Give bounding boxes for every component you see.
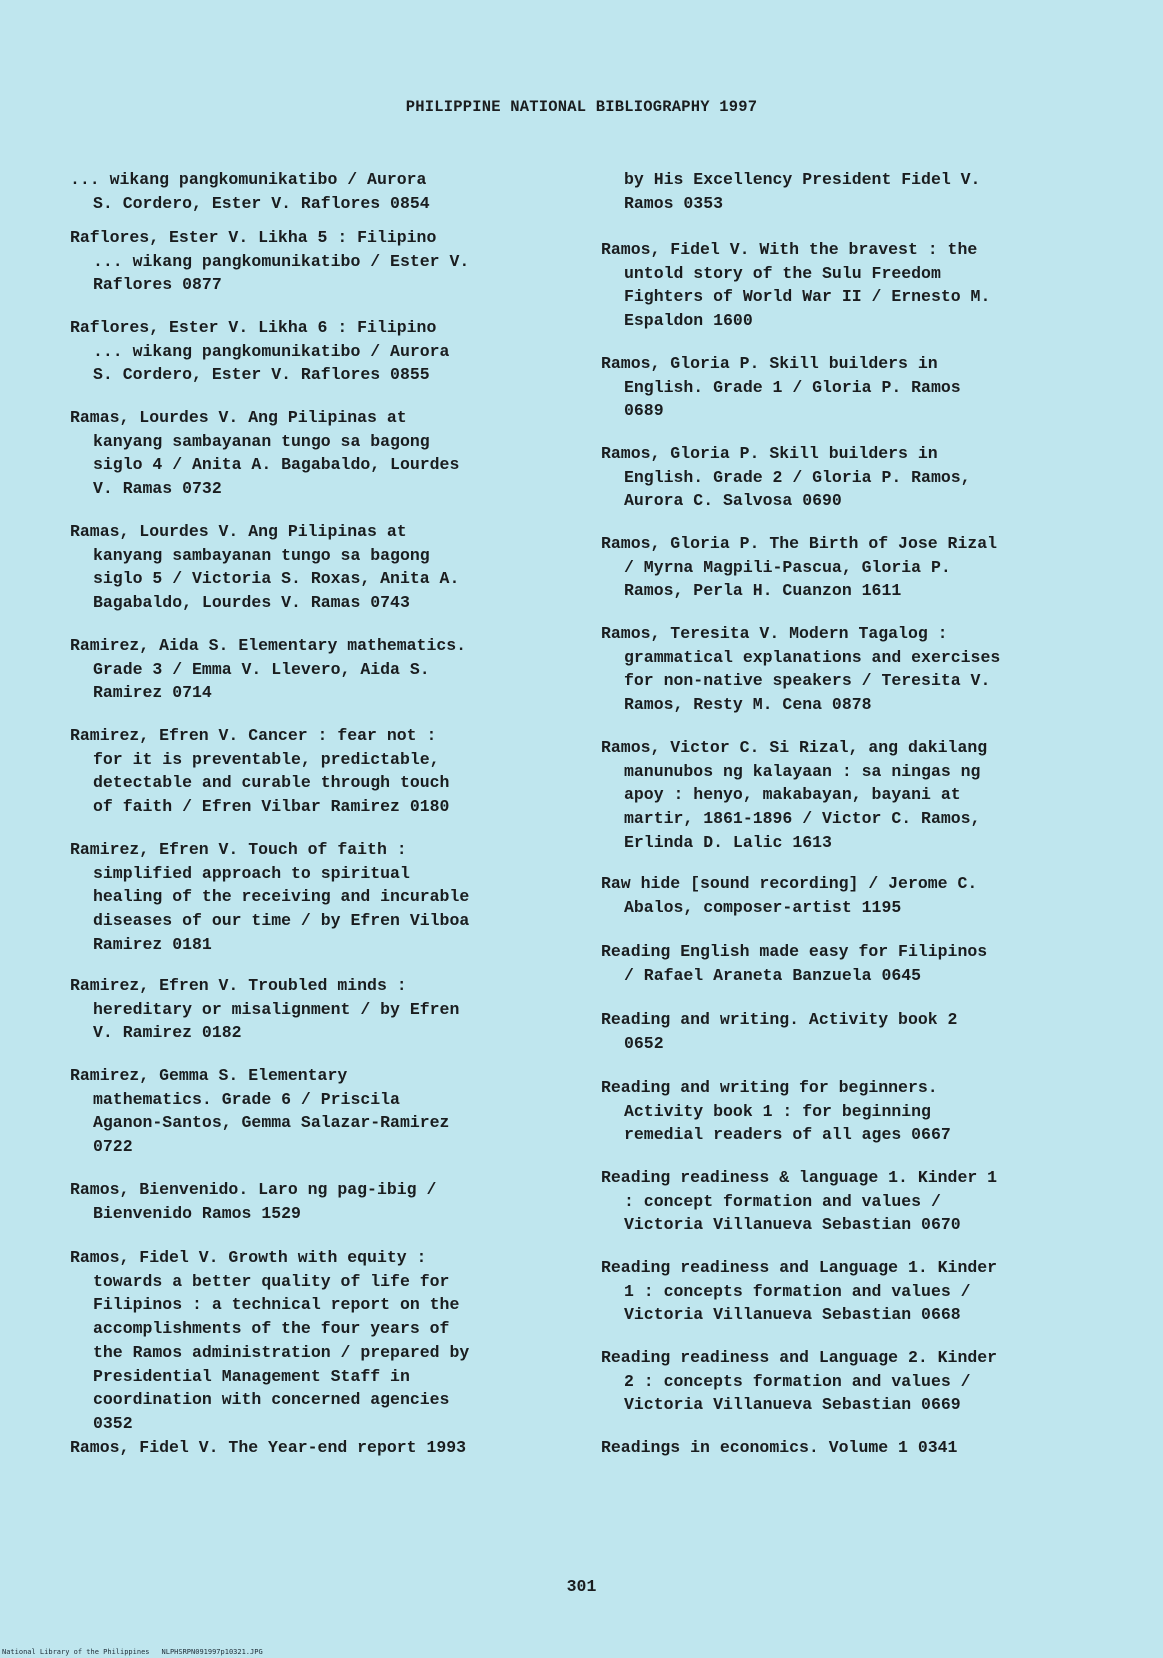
entry-line: for non-native speakers / Teresita V.: [624, 671, 991, 691]
entry-line: 1 : concepts formation and values /: [624, 1281, 971, 1301]
bibliography-entry: [70, 1178, 436, 1225]
entry-line: detectable and curable through touch: [93, 773, 450, 793]
entry-line: diseases of our time / by Efren Vilboa: [93, 911, 470, 931]
entry-line: remedial readers of all ages 0667: [624, 1125, 951, 1145]
bibliography-entry: [601, 1346, 997, 1417]
entry-line: Raflores, Ester V. Likha 5 : Filipino: [70, 228, 437, 247]
entry-line: Ramos, Bienvenido. Laro ng pag-ibig /: [70, 1180, 437, 1199]
bibliography-entry: [70, 520, 459, 615]
bibliography-entry: [601, 238, 990, 333]
entry-line: Reading and writing. Activity book 2: [601, 1010, 958, 1029]
entry-line: Ramirez 0714: [93, 683, 212, 703]
entry-line: Ramos, Fidel V. The Year-end report 1993: [70, 1438, 467, 1457]
entry-line: Raflores 0877: [93, 275, 222, 295]
entry-line: Ramirez, Efren V. Troubled minds :: [70, 976, 407, 995]
entry-line: accomplishments of the four years of: [93, 1319, 450, 1339]
entry-line: for it is preventable, predictable,: [93, 749, 440, 769]
bibliography-entry: [70, 1246, 469, 1436]
bibliography-entry: [70, 226, 469, 297]
entry-line: S. Cordero, Ester V. Raflores 0854: [93, 193, 430, 213]
entry-line: Ramas, Lourdes V. Ang Pilipinas at: [70, 408, 407, 427]
bibliography-entry: [601, 168, 980, 215]
entry-line: S. Cordero, Ester V. Raflores 0855: [93, 365, 430, 385]
entry-line: Ramos, Gloria P. The Birth of Jose Rizal: [601, 534, 998, 553]
entry-line: healing of the receiving and incurable: [93, 887, 470, 907]
entry-line: Raflores, Ester V. Likha 6 : Filipino: [70, 318, 437, 337]
entry-line: mathematics. Grade 6 / Priscila: [93, 1089, 400, 1109]
entry-line: Activity book 1 : for beginning: [624, 1101, 931, 1121]
bibliography-entry: [601, 1076, 951, 1147]
page-number: 301: [566, 1577, 597, 1596]
entry-line: siglo 5 / Victoria S. Roxas, Anita A.: [93, 569, 460, 589]
entry-line: Aganon-Santos, Gemma Salazar-Ramirez: [93, 1113, 450, 1133]
entry-line: the Ramos administration / prepared by: [93, 1342, 470, 1362]
entry-line: kanyang sambayanan tungo sa bagong: [93, 431, 430, 451]
bibliography-entry: [601, 940, 987, 987]
bibliography-entry: [601, 1256, 997, 1327]
entry-line: ... wikang pangkomunikatibo / Ester V.: [93, 251, 470, 271]
entry-line: hereditary or misalignment / by Efren: [93, 999, 460, 1019]
entry-line: Grade 3 / Emma V. Llevero, Aida S.: [93, 659, 430, 679]
bibliography-entry: [70, 838, 469, 957]
entry-line: Ramos, Resty M. Cena 0878: [624, 695, 872, 715]
entry-line: Victoria Villanueva Sebastian 0670: [624, 1215, 961, 1235]
entry-line: Reading readiness & language 1. Kinder 1: [601, 1168, 998, 1187]
entry-line: coordination with concerned agencies: [93, 1390, 450, 1410]
bibliography-entry: [601, 1008, 957, 1055]
bibliography-entry: [70, 974, 459, 1045]
entry-line: by His Excellency President Fidel V.: [624, 170, 981, 189]
bibliography-entry: [70, 634, 466, 705]
entry-line: Raw hide [sound recording] / Jerome C.: [601, 874, 978, 893]
entry-line: / Myrna Magpili-Pascua, Gloria P.: [624, 557, 951, 577]
entry-line: Abalos, composer-artist 1195: [624, 897, 902, 917]
entry-line: grammatical explanations and exercises: [624, 647, 1001, 667]
entry-line: manunubos ng kalayaan : sa ningas ng: [624, 761, 981, 781]
entry-line: kanyang sambayanan tungo sa bagong: [93, 545, 430, 565]
entry-line: V. Ramas 0732: [93, 479, 222, 499]
entry-line: Bagabaldo, Lourdes V. Ramas 0743: [93, 593, 410, 613]
entry-line: of faith / Efren Vilbar Ramirez 0180: [93, 797, 450, 817]
entry-line: : concept formation and values /: [624, 1191, 941, 1211]
entry-line: Filipinos : a technical report on the: [93, 1295, 460, 1315]
entry-line: Ramos, Gloria P. Skill builders in: [601, 444, 938, 463]
bibliography-entry: [70, 1064, 449, 1159]
entry-line: Ramirez, Efren V. Touch of faith :: [70, 840, 407, 859]
entry-line: untold story of the Sulu Freedom: [624, 263, 941, 283]
entry-line: Victoria Villanueva Sebastian 0668: [624, 1305, 961, 1325]
entry-line: / Rafael Araneta Banzuela 0645: [624, 965, 922, 985]
entry-line: Ramirez, Gemma S. Elementary: [70, 1066, 348, 1085]
entry-line: Ramos, Perla H. Cuanzon 1611: [624, 581, 902, 601]
bibliography-entry: [70, 316, 449, 387]
entry-line: Aurora C. Salvosa 0690: [624, 491, 842, 511]
entry-line: 0652: [624, 1033, 664, 1053]
entry-line: Readings in economics. Volume 1 0341: [601, 1438, 958, 1457]
entry-line: 0689: [624, 401, 664, 421]
bibliography-entry: [601, 1436, 957, 1460]
footer-library: National Library of the Philippines: [2, 1648, 150, 1656]
entry-line: Fighters of World War II / Ernesto M.: [624, 287, 991, 307]
entry-line: Ramos, Gloria P. Skill builders in: [601, 354, 938, 373]
entry-line: 2 : concepts formation and values /: [624, 1371, 971, 1391]
entry-line: Ramos, Teresita V. Modern Tagalog :: [601, 624, 948, 643]
entry-line: Ramos, Victor C. Si Rizal, ang dakilang: [601, 738, 988, 757]
entry-line: 0352: [93, 1413, 133, 1433]
footer-file-id: NLPHSRPN091997p10321.JPG: [161, 1648, 263, 1656]
entry-line: martir, 1861-1896 / Victor C. Ramos,: [624, 809, 981, 829]
entry-line: Ramos, Fidel V. Growth with equity :: [70, 1248, 427, 1267]
entry-line: Reading readiness and Language 1. Kinder: [601, 1258, 998, 1277]
bibliography-entry: [601, 532, 997, 603]
entry-line: Reading and writing for beginners.: [601, 1078, 938, 1097]
bibliography-entry: [70, 1436, 466, 1460]
entry-line: towards a better quality of life for: [93, 1271, 450, 1291]
bibliography-entry: [601, 872, 977, 919]
entry-line: ... wikang pangkomunikatibo / Aurora: [70, 170, 427, 189]
page-title: PHILIPPINE NATIONAL BIBLIOGRAPHY 1997: [405, 98, 758, 116]
entry-line: English. Grade 2 / Gloria P. Ramos,: [624, 467, 971, 487]
entry-line: apoy : henyo, makabayan, bayani at: [624, 785, 961, 805]
entry-line: ... wikang pangkomunikatibo / Aurora: [93, 341, 450, 361]
bibliography-entry: [70, 724, 449, 819]
entry-line: Ramirez 0181: [93, 934, 212, 954]
bibliography-entry: [601, 352, 961, 423]
entry-line: Ramas, Lourdes V. Ang Pilipinas at: [70, 522, 407, 541]
entry-line: Espaldon 1600: [624, 311, 753, 331]
bibliography-entry: [601, 736, 987, 855]
entry-line: Bienvenido Ramos 1529: [93, 1203, 301, 1223]
bibliography-entry: [601, 622, 1000, 717]
entry-line: siglo 4 / Anita A. Bagabaldo, Lourdes: [93, 455, 460, 475]
entry-line: Erlinda D. Lalic 1613: [624, 832, 832, 852]
entry-line: V. Ramirez 0182: [93, 1023, 242, 1043]
entry-line: Ramirez, Aida S. Elementary mathematics.: [70, 636, 467, 655]
entry-line: simplified approach to spiritual: [93, 863, 410, 883]
bibliography-entry: [70, 406, 459, 501]
entry-line: Ramirez, Efren V. Cancer : fear not :: [70, 726, 437, 745]
scan-footer: [2, 1648, 275, 1656]
entry-line: 0722: [93, 1137, 133, 1157]
entry-line: Reading English made easy for Filipinos: [601, 942, 988, 961]
bibliography-entry: [70, 168, 430, 215]
entry-line: Reading readiness and Language 2. Kinder: [601, 1348, 998, 1367]
entry-line: Ramos, Fidel V. With the bravest : the: [601, 240, 978, 259]
entry-line: Presidential Management Staff in: [93, 1366, 410, 1386]
bibliography-entry: [601, 442, 971, 513]
entry-line: Victoria Villanueva Sebastian 0669: [624, 1395, 961, 1415]
bibliography-entry: [601, 1166, 997, 1237]
entry-line: English. Grade 1 / Gloria P. Ramos: [624, 377, 961, 397]
entry-line: Ramos 0353: [624, 193, 724, 213]
